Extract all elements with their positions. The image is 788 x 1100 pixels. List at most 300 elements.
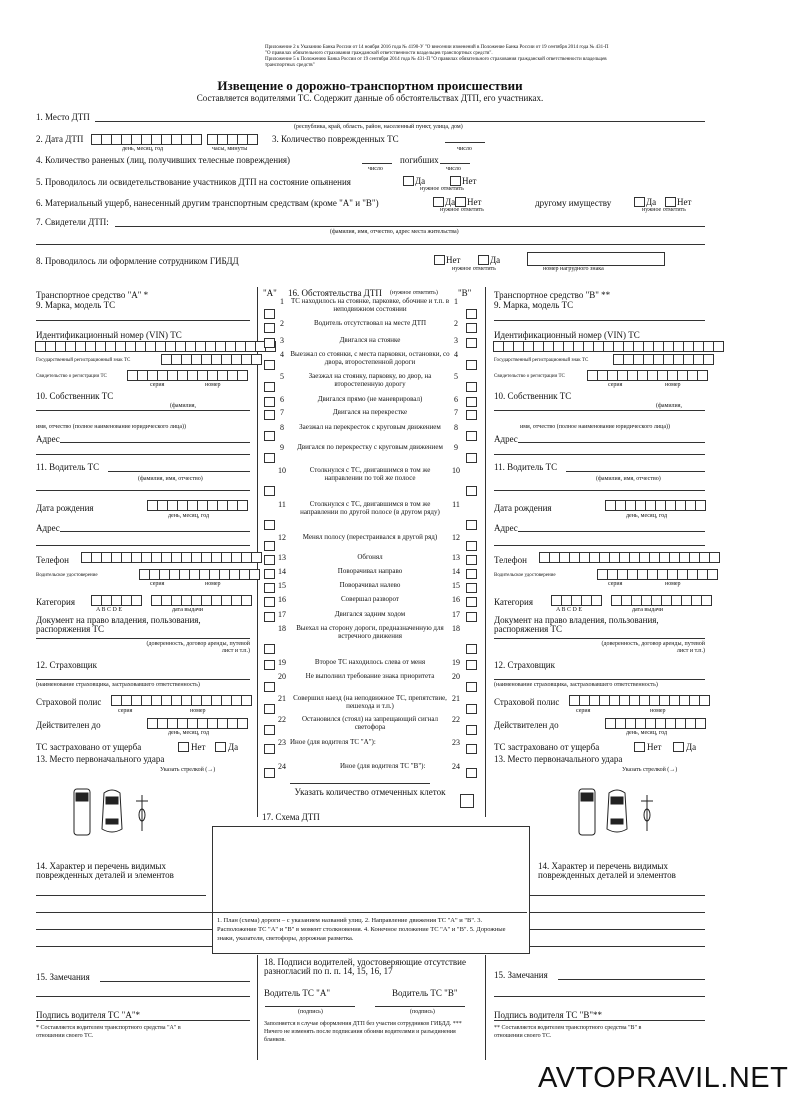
- b-cert-series: серия: [608, 382, 623, 388]
- circ-number-a: 23: [278, 738, 286, 747]
- circ-item-label: Выехал на сторону дороги, предназначенную для встречного движения: [296, 624, 444, 640]
- circ-number-b: 24: [452, 762, 460, 771]
- b-impact-diagram[interactable]: [575, 785, 665, 840]
- circ-item-label: Столкнулся с ТС, двигавшимся в том же направлении по той же полосе: [309, 466, 431, 482]
- q6-other-label: другому имуществу: [535, 198, 612, 208]
- b-policy-label: Страховой полис: [494, 697, 560, 707]
- b-driver-field[interactable]: [566, 471, 705, 472]
- circ-checkbox-b[interactable]: [466, 660, 477, 670]
- q8-no-label: Нет: [446, 255, 461, 265]
- circ-number-a: 1: [280, 297, 284, 306]
- circ-number-a: 2: [280, 319, 284, 328]
- circ-item-label: Поворачивал налево: [339, 581, 401, 589]
- circ-number-b: 1: [454, 297, 458, 306]
- sig-driver-a-label: Водитель ТС "А": [264, 988, 331, 998]
- a-reg-label: Государственный регистрационный знак ТС: [36, 358, 131, 363]
- circ-number-b: 15: [452, 581, 460, 590]
- circ-number-b: 14: [452, 567, 460, 576]
- a-valid-hint: день, месяц, год: [168, 730, 210, 736]
- a-q14-line-1[interactable]: [36, 895, 206, 896]
- q5-label: 5. Проводилось ли освидетельствование участников ДТП на состояние опьянения: [36, 177, 351, 187]
- circ-item-label: Заезжал на стоянку, парковку, во двор, на второстепенную дорогу: [308, 372, 432, 388]
- q8-yes-checkbox[interactable]: [478, 255, 489, 265]
- b-make-field[interactable]: [494, 320, 705, 321]
- a-footnote: * Составляется водителем транспортного средства "А" в отношении своего ТС.: [36, 1025, 181, 1039]
- q8-hint: нужное отметить: [452, 266, 496, 272]
- circ-checkbox-b[interactable]: [466, 704, 477, 714]
- circ-checkbox-a[interactable]: [264, 309, 275, 319]
- circ-checkbox-a[interactable]: [264, 597, 275, 607]
- a-reg-cells[interactable]: [162, 354, 262, 364]
- a-address-label: Адрес: [36, 434, 60, 444]
- b-valid-cells[interactable]: [606, 718, 706, 728]
- circ-checkbox-b[interactable]: [466, 486, 477, 496]
- divider-left-bottom: [257, 955, 258, 1060]
- q6-other-yes-label: Да: [646, 197, 657, 207]
- q5-yes-checkbox[interactable]: [403, 176, 414, 186]
- circ-checkbox-b[interactable]: [466, 323, 477, 333]
- circ-checkbox-a[interactable]: [264, 583, 275, 593]
- header-note-line: "О правилах обязательного страхования гражданской ответственности владельцев транспортных средств".: [265, 51, 493, 56]
- b-driver-field-2[interactable]: [494, 490, 705, 491]
- q6-other-yes-checkbox[interactable]: [634, 197, 645, 207]
- q4-dead-field[interactable]: [440, 163, 470, 164]
- b-reg-cells[interactable]: [614, 354, 714, 364]
- circ-item-label: Столкнулся с ТС, двигавшимся в том же направлении по другой полосе (в другом ряду): [300, 500, 440, 516]
- b-address2-field[interactable]: [518, 531, 705, 532]
- q5-hint: нужное отметить: [420, 186, 464, 192]
- a-ownership-field[interactable]: [36, 638, 250, 639]
- motorcycle-icon: [641, 795, 653, 831]
- q5-no-label: Нет: [462, 176, 477, 186]
- b-owner-field[interactable]: [494, 410, 705, 411]
- q7-field-1[interactable]: [115, 226, 705, 227]
- a-damage-yes-checkbox[interactable]: [215, 742, 226, 752]
- circ-number-b: 11: [452, 500, 460, 509]
- circ-checkbox-a[interactable]: [264, 569, 275, 579]
- q8-label: 8. Проводилось ли оформление сотрудником ГИБДД: [36, 256, 239, 266]
- circ-checkbox-b[interactable]: [466, 644, 477, 654]
- circ-checkbox-a[interactable]: [264, 410, 275, 420]
- b-cert-cells[interactable]: [588, 370, 708, 380]
- q8-badge-hint: номер нагрудного знака: [543, 266, 604, 272]
- circ-number-a: 14: [278, 567, 286, 576]
- circ-number-a: 4: [280, 350, 284, 359]
- b-address-field[interactable]: [518, 442, 705, 443]
- q6-other-hint: нужное отметить: [642, 207, 686, 213]
- b-insurer-field[interactable]: [494, 679, 705, 680]
- circ-item-label: Менял полосу (перестраивался в другой ряд): [302, 533, 438, 541]
- circ-number-b: 9: [454, 443, 458, 452]
- a-damage-no-checkbox[interactable]: [178, 742, 189, 752]
- a-address2-field-2[interactable]: [36, 545, 250, 546]
- a-policy-label: Страховой полис: [36, 697, 102, 707]
- circ-number-b: 18: [452, 624, 460, 633]
- b-license-label: Водительское удостоверение: [494, 573, 556, 578]
- a-phone-label: Телефон: [36, 555, 69, 565]
- b-damage-no-label: Нет: [647, 742, 662, 752]
- q4-label: 4. Количество раненых (лиц, получивших телесные повреждения): [36, 155, 291, 165]
- a-license-number: номер: [205, 581, 221, 587]
- a-valid-label: Действителен до: [36, 720, 101, 730]
- b-valid-label: Действителен до: [494, 720, 559, 730]
- circ-number-b: 5: [454, 372, 458, 381]
- circ-checkbox-b[interactable]: [466, 597, 477, 607]
- b-address2-field-2[interactable]: [494, 545, 705, 546]
- q4-hint: число: [368, 166, 383, 172]
- circ-checkbox-a[interactable]: [264, 541, 275, 551]
- sig-driver-b-field[interactable]: [375, 1006, 465, 1007]
- b-make-label: 9. Марка, модель ТС: [494, 300, 574, 310]
- q6-other-no-label: Нет: [677, 197, 692, 207]
- q7-hint: (фамилия, имя, отчество, адрес места жительства): [330, 229, 459, 235]
- circ-checkbox-b[interactable]: [466, 612, 477, 622]
- b-owner-hint2: имя, отчество (полное наименование юридического лица)): [520, 424, 670, 430]
- circ-other-b-field[interactable]: [290, 783, 430, 784]
- circ-checkbox-b[interactable]: [466, 725, 477, 735]
- q2-label: 2. Дата ДТП: [36, 134, 84, 144]
- a-cert-series: серия: [150, 382, 165, 388]
- circ-checkbox-a[interactable]: [264, 486, 275, 496]
- circ-number-b: 16: [452, 595, 460, 604]
- q1-label: 1. Место ДТП: [36, 112, 90, 122]
- circ-number-b: 22: [452, 715, 460, 724]
- q3-field[interactable]: [445, 142, 485, 143]
- a-address2-label: Адрес: [36, 523, 60, 533]
- circ-checkbox-a[interactable]: [264, 644, 275, 654]
- b-q15-line-1[interactable]: [558, 979, 705, 980]
- a-sign-field[interactable]: [36, 1020, 250, 1021]
- b-owner-hint1: (фамилия,: [656, 403, 683, 409]
- circ-number-a: 6: [280, 395, 284, 404]
- circ-number-b: 2: [454, 319, 458, 328]
- b-damage-yes-checkbox[interactable]: [673, 742, 684, 752]
- a-ownership-hint: (доверенность, договор аренды, путевой лист и т.п.): [146, 641, 250, 654]
- form-subtitle: Составляется водителями ТС. Содержит данные об обстоятельствах ДТП, его участниках.: [196, 93, 544, 103]
- scheme-title: 17. Схема ДТП: [262, 812, 320, 822]
- circ-checkbox-b[interactable]: [466, 431, 477, 441]
- a-owner-hint1: (фамилия,: [170, 403, 197, 409]
- circ-number-a: 8: [280, 423, 284, 432]
- circ-number-a: 18: [278, 624, 286, 633]
- circ-checkbox-b[interactable]: [466, 583, 477, 593]
- b-cert-number: номер: [665, 382, 681, 388]
- circ-checkbox-b[interactable]: [466, 569, 477, 579]
- b-address-field-2[interactable]: [494, 454, 705, 455]
- circ-checkbox-a[interactable]: [264, 704, 275, 714]
- a-make-field[interactable]: [36, 320, 250, 321]
- b-license-cells[interactable]: [598, 569, 718, 579]
- q8-no-checkbox[interactable]: [434, 255, 445, 265]
- b-policy-series: серия: [576, 708, 591, 714]
- a-policy-cells[interactable]: [112, 695, 252, 705]
- a-damage-yes-label: Да: [228, 742, 239, 752]
- circ-checkbox-a[interactable]: [264, 323, 275, 333]
- b-arrow-hint: Указать стрелкой (→): [622, 767, 678, 773]
- a-q15-line-1[interactable]: [100, 981, 250, 982]
- circ-number-a: 12: [278, 533, 286, 542]
- a-driver-label: 11. Водитель ТС: [36, 462, 100, 472]
- circ-item-label: Второе ТС находилось слева от меня: [314, 658, 426, 666]
- b-q15-label: 15. Замечания: [494, 970, 548, 980]
- q4-dead-hint: число: [446, 166, 461, 172]
- sig-driver-b-label: Водитель ТС "В": [392, 988, 458, 998]
- q8-yes-label: Да: [490, 255, 501, 265]
- b-owner-label: 10. Собственник ТС: [494, 391, 572, 401]
- motorcycle-icon: [136, 795, 148, 831]
- circ-item-label: Иное (для водителя ТС "А"):: [290, 738, 376, 746]
- circ-checkbox-b[interactable]: [466, 382, 477, 392]
- a-issue-hint: дата выдачи: [172, 607, 203, 613]
- a-driver-hint: (фамилия, имя, отчество): [138, 476, 203, 482]
- circ-number-b: 4: [454, 350, 458, 359]
- circ-checkbox-b[interactable]: [466, 309, 477, 319]
- circ-checkbox-a[interactable]: [264, 682, 275, 692]
- circ-item-label: Обгонял: [357, 553, 383, 561]
- b-damage-yes-label: Да: [686, 742, 697, 752]
- circ-item-label: Не выполнил требование знака приоритета: [305, 672, 435, 680]
- q2-time-cells[interactable]: [208, 134, 258, 144]
- truck-icon: [579, 789, 595, 835]
- a-owner-hint2: имя, отчество (полное наименование юридического лица)): [36, 424, 186, 430]
- circ-checkbox-b[interactable]: [466, 410, 477, 420]
- a-category-label: Категория: [36, 597, 75, 607]
- q6-other-no-checkbox[interactable]: [665, 197, 676, 207]
- a-birth-label: Дата рождения: [36, 503, 94, 513]
- b-sign-label: Подпись водителя ТС "В"**: [494, 1010, 603, 1020]
- a-impact-diagram[interactable]: [70, 785, 160, 840]
- sig-driver-a-field[interactable]: [265, 1006, 355, 1007]
- circ-item-label: Водитель отсутствовал на месте ДТП: [313, 319, 427, 327]
- a-insurer-field[interactable]: [36, 679, 250, 680]
- circ-checkbox-b[interactable]: [466, 453, 477, 463]
- b-policy-cells[interactable]: [570, 695, 710, 705]
- b-address-label: Адрес: [494, 434, 518, 444]
- b-birth-cells[interactable]: [606, 500, 706, 510]
- a-insurer-hint: (наименование страховщика, застраховавшего ответственность): [36, 682, 200, 688]
- car-icon: [607, 790, 627, 832]
- circ-checkbox-a[interactable]: [264, 382, 275, 392]
- a-insurer-label: 12. Страховщик: [36, 660, 97, 670]
- a-category-letters: A B C D E: [96, 607, 123, 613]
- b-category-cells[interactable]: [552, 595, 602, 605]
- circ-checkbox-b[interactable]: [466, 397, 477, 407]
- circ-checkbox-a[interactable]: [264, 397, 275, 407]
- circ-number-b: 23: [452, 738, 460, 747]
- circ-number-a: 13: [278, 553, 286, 562]
- sig-note: Заполняется в случае оформления ДТП без участия сотрудников ГИБДД. *** Ничего не изменять после подписания обоими водителями и разъединения бланков.: [264, 1021, 462, 1043]
- b-license-number: номер: [665, 581, 681, 587]
- circ-number-a: 11: [278, 500, 286, 509]
- b-insurer-label: 12. Страховщик: [494, 660, 555, 670]
- a-license-cells[interactable]: [140, 569, 260, 579]
- sig-hint-b: (подпись): [410, 1009, 435, 1015]
- b-birth-label: Дата рождения: [494, 503, 552, 513]
- b-phone-cells[interactable]: [540, 552, 720, 562]
- circ-item-label: Двигался на стоянке: [339, 336, 401, 344]
- circ-checkbox-b[interactable]: [466, 338, 477, 348]
- circ-item-label: Заезжал на перекресток с круговым движением: [299, 423, 441, 431]
- circ-checkbox-a[interactable]: [264, 360, 275, 370]
- q6-no-checkbox[interactable]: [455, 197, 466, 207]
- circ-title: 16. Обстоятельства ДТП: [288, 288, 382, 298]
- b-damage-no-checkbox[interactable]: [634, 742, 645, 752]
- a-q15-line-2[interactable]: [36, 996, 250, 997]
- circ-number-a: 10: [278, 466, 286, 475]
- b-sign-field[interactable]: [494, 1020, 705, 1021]
- a-make-label: 9. Марка, модель ТС: [36, 300, 116, 310]
- q7-label: 7. Свидетели ДТП:: [36, 217, 109, 227]
- circ-item-label: Совершил наезд (на неподвижное ТС, препятствие, пешехода и т.п.): [293, 694, 447, 710]
- circ-number-a: 20: [278, 672, 286, 681]
- circ-number-a: 19: [278, 658, 286, 667]
- circ-item-label: Иное (для водителя ТС "В"):: [340, 762, 426, 770]
- b-ownership-field[interactable]: [494, 638, 705, 639]
- a-valid-cells[interactable]: [148, 718, 248, 728]
- circ-checkbox-b[interactable]: [466, 520, 477, 530]
- circ-checkbox-a[interactable]: [264, 725, 275, 735]
- circ-checkbox-a[interactable]: [264, 431, 275, 441]
- a-phone-cells[interactable]: [82, 552, 262, 562]
- b-q14-label: 14. Характер и перечень видимых поврежденных деталей и элементов: [538, 861, 676, 880]
- a-ownership-label: Документ на право владения, пользования, распоряжения ТС: [36, 615, 201, 634]
- circ-count-field[interactable]: [460, 794, 474, 808]
- a-license-series: серия: [150, 581, 165, 587]
- circ-checkbox-b[interactable]: [466, 768, 477, 778]
- watermark: AVTOPRAVIL.NET: [538, 1062, 788, 1094]
- circ-number-b: 7: [454, 408, 458, 417]
- form-title: Извещение о дорожно-транспортном происшествии: [217, 78, 523, 93]
- b-insurer-hint: (наименование страховщика, застраховавшего ответственность): [494, 682, 658, 688]
- circ-checkbox-a[interactable]: [264, 338, 275, 348]
- q7-field-2[interactable]: [36, 244, 705, 245]
- q3-hint: число: [457, 146, 472, 152]
- scheme-legend: 1. План (схема) дороги – с указанием названий улиц. 2. Направление движения ТС "А" и "В". 3. Расположение ТС "А" и "В" в момент столкновения. 4. Конечное положение ТС "А" и "В". 5. Дорожные знаки, указатели, светофоры, дорожная разметка.: [217, 917, 506, 942]
- circ-item-label: Двигался прямо (не маневрировал): [317, 395, 423, 403]
- a-damage-no-label: Нет: [191, 742, 206, 752]
- sig-hint-a: (подпись): [298, 1009, 323, 1015]
- scheme-legend-box: [213, 912, 527, 952]
- q6-no-label: Нет: [467, 197, 482, 207]
- a-cert-number: номер: [205, 382, 221, 388]
- circ-number-a: 17: [278, 610, 286, 619]
- divider-right-bottom: [485, 955, 486, 1060]
- circ-checkbox-b[interactable]: [466, 682, 477, 692]
- a-address-field[interactable]: [60, 442, 250, 443]
- q6-label: 6. Материальный ущерб, нанесенный другим транспортным средствам (кроме "А" и "В"): [36, 198, 379, 208]
- circ-item-label: Выезжал со стоянки, с места парковки, остановки, со двора, второстепенной дороги: [290, 350, 450, 366]
- header-note-line: Приложение 5 к Положению Банка России от 19 сентября 2014 года № 431-П "О правилах обязательного страхования гражданской ответственности владельцев: [265, 57, 607, 62]
- a-address-field-2[interactable]: [36, 454, 250, 455]
- b-impact-label: 13. Место первоначального удара: [494, 754, 623, 764]
- q2-date-cells[interactable]: [92, 134, 202, 144]
- circ-checkbox-a[interactable]: [264, 744, 275, 754]
- a-impact-label: 13. Место первоначального удара: [36, 754, 165, 764]
- a-cert-cells[interactable]: [128, 370, 248, 380]
- q1-field[interactable]: [95, 121, 705, 122]
- circ-col-a: "А": [263, 288, 277, 298]
- b-policy-number: номер: [650, 708, 666, 714]
- circ-checkbox-a[interactable]: [264, 453, 275, 463]
- q4-field[interactable]: [362, 163, 392, 164]
- b-q15-line-2[interactable]: [494, 996, 705, 997]
- circ-checkbox-b[interactable]: [466, 555, 477, 565]
- b-damage-label: ТС застраховано от ущерба: [494, 742, 600, 752]
- a-driver-field[interactable]: [108, 471, 250, 472]
- a-q15-label: 15. Замечания: [36, 972, 90, 982]
- a-address2-field[interactable]: [60, 531, 250, 532]
- circ-number-b: 3: [454, 336, 458, 345]
- q5-yes-label: Да: [415, 176, 426, 186]
- b-vin-label: Идентификационный номер (VIN) ТС: [494, 330, 640, 340]
- circ-item-label: Двигался по перекрестку с круговым движением: [297, 443, 443, 451]
- b-driver-label: 11. Водитель ТС: [494, 462, 558, 472]
- circ-number-a: 21: [278, 694, 286, 703]
- q1-hint: (республика, край, область, район, населенный пункт, улица, дом): [294, 124, 463, 130]
- b-vehicle-title: Транспортное средство "В" **: [494, 290, 611, 300]
- a-birth-cells[interactable]: [148, 500, 248, 510]
- car-icon: [102, 790, 122, 832]
- circ-number-a: 15: [278, 581, 286, 590]
- circ-checkbox-a[interactable]: [264, 555, 275, 565]
- a-issue-cells[interactable]: [152, 595, 252, 605]
- circ-checkbox-a[interactable]: [264, 660, 275, 670]
- b-category-letters: A B C D E: [556, 607, 583, 613]
- truck-icon: [74, 789, 90, 835]
- circ-item-label: Двигался задним ходом: [334, 610, 406, 618]
- header-note-line: транспортных средств": [265, 63, 315, 68]
- b-q14-line-1[interactable]: [530, 895, 705, 896]
- header-note: [265, 45, 705, 69]
- circ-item-label: Двигался на перекрестке: [332, 408, 408, 416]
- sig-title: 18. Подписи водителей, удостоверяющие отсутствие разногласий по п. п. 14, 15, 16, 17: [264, 957, 466, 976]
- a-policy-number: номер: [190, 708, 206, 714]
- circ-checkbox-a[interactable]: [264, 768, 275, 778]
- circ-number-b: 10: [452, 466, 460, 475]
- b-birth-hint: день, месяц, год: [626, 513, 668, 519]
- q2-time-hint: часы, минуты: [212, 146, 248, 152]
- a-vin-cells[interactable]: [36, 341, 276, 351]
- b-cert-label: Свидетельство о регистрации ТС: [494, 374, 565, 379]
- circ-count-label: Указать количество отмеченных клеток: [294, 787, 446, 797]
- b-address2-label: Адрес: [494, 523, 518, 533]
- circ-number-a: 22: [278, 715, 286, 724]
- q4-dead-label: погибших: [400, 155, 439, 165]
- a-owner-field[interactable]: [36, 410, 250, 411]
- b-issue-hint: дата выдачи: [632, 607, 663, 613]
- circ-checkbox-b[interactable]: [466, 541, 477, 551]
- b-issue-cells[interactable]: [612, 595, 712, 605]
- b-footnote: ** Составляется водителем транспортного средства "В" в отношении своего ТС.: [494, 1025, 642, 1039]
- a-category-cells[interactable]: [92, 595, 142, 605]
- circ-checkbox-a[interactable]: [264, 612, 275, 622]
- circ-number-a: 7: [280, 408, 284, 417]
- circ-number-a: 24: [278, 762, 286, 771]
- circ-number-b: 20: [452, 672, 460, 681]
- a-vehicle-title: Транспортное средство "А" *: [36, 290, 149, 300]
- circ-checkbox-b[interactable]: [466, 744, 477, 754]
- circ-checkbox-a[interactable]: [264, 520, 275, 530]
- b-vin-cells[interactable]: [494, 341, 724, 351]
- q8-badge-number-field[interactable]: [527, 252, 665, 266]
- circ-number-a: 5: [280, 372, 284, 381]
- header-note-line: Приложение 2 к Указанию Банка России от 14 ноября 2016 года № 4190-У "О внесении изменений в Положение Банка России от 19 сентября 2014 года № 431-П: [265, 45, 609, 50]
- q6-yes-checkbox[interactable]: [433, 197, 444, 207]
- a-driver-field-2[interactable]: [36, 490, 250, 491]
- b-reg-label: Государственный регистрационный знак ТС: [494, 358, 589, 363]
- circ-checkbox-b[interactable]: [466, 360, 477, 370]
- q5-no-checkbox[interactable]: [450, 176, 461, 186]
